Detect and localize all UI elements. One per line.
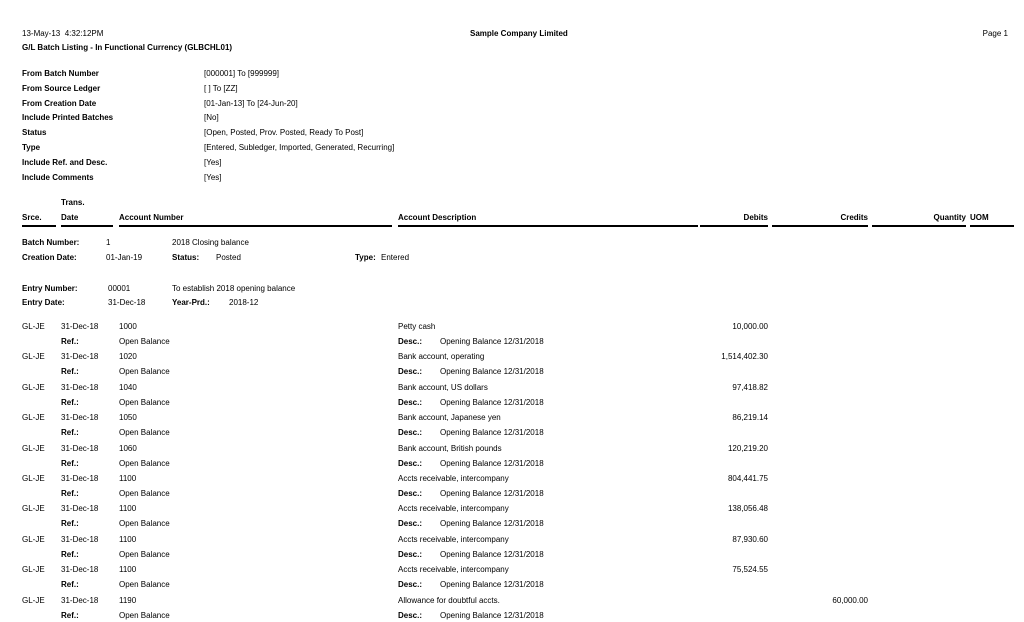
line-desc-value: Opening Balance 12/31/2018 [440, 337, 544, 346]
entry-number-label: Entry Number: [22, 284, 78, 293]
line-date: 31-Dec-18 [61, 474, 99, 483]
batch-status-value: Posted [216, 253, 241, 262]
line-description: Bank account, operating [398, 352, 485, 362]
line-account: 1040 [119, 382, 137, 392]
report-title: G/L Batch Listing - In Functional Currency (GLBCHL01) [22, 43, 233, 52]
line-date: 31-Dec-18 [61, 565, 99, 575]
col-quantity: Quantity [933, 213, 966, 222]
line-account: 1100 [119, 474, 137, 483]
header-underline-account [119, 225, 392, 227]
param-label: From Creation Date [22, 98, 97, 108]
line-srce: GL-JE [22, 413, 45, 423]
line-ref-value: Open Balance [119, 428, 170, 438]
company-name: Sample Company Limited [470, 29, 568, 38]
line-desc-label: Desc.: [398, 428, 423, 438]
param-label: From Source Ledger [22, 83, 101, 93]
line-account: 1050 [119, 413, 137, 423]
line-account: 1100 [119, 504, 137, 514]
line-desc-label: Desc.: [398, 519, 423, 529]
line-srce: GL-JE [22, 382, 45, 392]
line-account: 1100 [119, 565, 137, 575]
line-ref-value: Open Balance [119, 580, 170, 590]
col-uom: UOM [970, 213, 989, 222]
report-date-value: 13-May-13 [22, 29, 61, 38]
line-credit: 60,000.00 [832, 595, 868, 605]
line-debit: 120,219.20 [727, 443, 768, 453]
line-ref-label: Ref.: [61, 458, 79, 468]
param-value: [01-Jan-13] To [24-Jun-20] [204, 98, 298, 108]
line-ref-value: Open Balance [119, 610, 170, 620]
line-description: Accts receivable, intercompany [398, 504, 509, 514]
line-debit: 138,056.48 [727, 504, 768, 514]
line-desc-label: Desc.: [398, 549, 423, 559]
line-date: 31-Dec-18 [61, 382, 99, 392]
page-number: Page 1 [982, 29, 1008, 38]
line-debit: 10,000.00 [732, 322, 768, 331]
header-underline-description [398, 225, 698, 227]
line-srce: GL-JE [22, 504, 45, 514]
line-ref-label: Ref.: [61, 337, 79, 346]
line-description: Bank account, Japanese yen [398, 413, 501, 423]
line-date: 31-Dec-18 [61, 534, 99, 544]
line-srce: GL-JE [22, 443, 45, 453]
line-desc-value: Opening Balance 12/31/2018 [440, 489, 544, 498]
line-desc-label: Desc.: [398, 367, 423, 377]
line-ref-label: Ref.: [61, 610, 79, 620]
line-desc-value: Opening Balance 12/31/2018 [440, 519, 544, 529]
param-label: From Batch Number [22, 69, 99, 78]
batch-status-label: Status: [172, 253, 200, 262]
header-underline-date [61, 225, 113, 227]
line-srce: GL-JE [22, 595, 45, 605]
param-value: [Yes] [204, 172, 222, 182]
col-account-description: Account Description [398, 213, 477, 222]
param-label: Include Comments [22, 172, 94, 182]
line-debit: 1,514,402.30 [721, 352, 768, 362]
line-ref-label: Ref.: [61, 489, 79, 498]
line-debit: 86,219.14 [732, 413, 768, 423]
batch-description: 2018 Closing balance [172, 238, 249, 247]
line-account: 1020 [119, 352, 137, 362]
line-description: Accts receivable, intercompany [398, 534, 509, 544]
report-time-value: 4:32:12PM [64, 29, 104, 38]
line-debit: 804,441.75 [727, 474, 768, 483]
batch-type-value: Entered [381, 253, 410, 262]
line-desc-label: Desc.: [398, 580, 423, 590]
line-account: 1100 [119, 534, 137, 544]
line-description: Petty cash [398, 322, 436, 331]
line-ref-label: Ref.: [61, 428, 79, 438]
header-underline-quantity [872, 225, 966, 227]
line-ref-value: Open Balance [119, 458, 170, 468]
line-date: 31-Dec-18 [61, 443, 99, 453]
line-date: 31-Dec-18 [61, 413, 99, 423]
line-ref-value: Open Balance [119, 337, 170, 346]
line-desc-label: Desc.: [398, 610, 423, 620]
param-value: [000001] To [999999] [204, 69, 280, 78]
line-srce: GL-JE [22, 534, 45, 544]
year-period-label: Year-Prd.: [172, 298, 210, 307]
line-date: 31-Dec-18 [61, 595, 99, 605]
line-ref-label: Ref.: [61, 367, 79, 377]
col-credits: Credits [840, 213, 868, 222]
line-ref-label: Ref.: [61, 397, 79, 407]
header-underline-credits [772, 225, 868, 227]
line-account: 1060 [119, 443, 137, 453]
batch-type-label: Type: [355, 253, 376, 262]
line-ref-label: Ref.: [61, 519, 79, 529]
line-account: 1000 [119, 322, 137, 331]
param-label: Type [22, 143, 41, 152]
col-trans: Trans. [61, 198, 85, 207]
line-debit: 97,418.82 [732, 382, 768, 392]
col-account-number: Account Number [119, 213, 184, 222]
entry-description: To establish 2018 opening balance [172, 284, 296, 293]
line-date: 31-Dec-18 [61, 504, 99, 514]
line-ref-value: Open Balance [119, 489, 170, 498]
line-ref-value: Open Balance [119, 397, 170, 407]
header-underline-uom [970, 225, 1014, 227]
param-value: [ ] To [ZZ] [204, 83, 238, 93]
line-ref-value: Open Balance [119, 367, 170, 377]
line-date: 31-Dec-18 [61, 322, 99, 331]
param-value: [No] [204, 113, 219, 123]
param-label: Status [22, 128, 47, 138]
year-period-value: 2018-12 [229, 298, 259, 307]
param-value: [Yes] [204, 157, 222, 167]
report-date [22, 29, 103, 39]
header-underline-srce [22, 225, 56, 227]
line-ref-value: Open Balance [119, 549, 170, 559]
entry-date-value: 31-Dec-18 [108, 298, 146, 307]
line-desc-label: Desc.: [398, 397, 423, 407]
col-debits: Debits [743, 213, 768, 222]
line-date: 31-Dec-18 [61, 352, 99, 362]
entry-date-label: Entry Date: [22, 298, 65, 307]
line-debit: 75,524.55 [732, 565, 768, 575]
line-desc-label: Desc.: [398, 489, 423, 498]
line-srce: GL-JE [22, 474, 45, 483]
line-account: 1190 [119, 595, 137, 605]
line-desc-label: Desc.: [398, 337, 423, 346]
line-srce: GL-JE [22, 352, 45, 362]
line-description: Bank account, British pounds [398, 443, 502, 453]
line-description: Bank account, US dollars [398, 382, 488, 392]
line-desc-value: Opening Balance 12/31/2018 [440, 367, 544, 377]
entry-number-value: 00001 [108, 284, 131, 293]
line-desc-value: Opening Balance 12/31/2018 [440, 549, 544, 559]
line-desc-value: Opening Balance 12/31/2018 [440, 610, 544, 620]
creation-date-value: 01-Jan-19 [106, 253, 143, 262]
line-ref-label: Ref.: [61, 580, 79, 590]
line-srce: GL-JE [22, 565, 45, 575]
line-description: Accts receivable, intercompany [398, 474, 509, 483]
line-srce: GL-JE [22, 322, 45, 331]
line-description: Accts receivable, intercompany [398, 565, 509, 575]
col-date: Date [61, 213, 79, 222]
param-label: Include Printed Batches [22, 113, 114, 123]
line-debit: 87,930.60 [732, 534, 768, 544]
line-description: Allowance for doubtful accts. [398, 595, 500, 605]
batch-number-value: 1 [106, 238, 111, 247]
creation-date-label: Creation Date: [22, 253, 77, 262]
param-value: [Open, Posted, Prov. Posted, Ready To Post] [204, 128, 364, 138]
batch-number-label: Batch Number: [22, 238, 80, 247]
col-srce: Srce. [22, 213, 42, 222]
line-desc-label: Desc.: [398, 458, 423, 468]
line-desc-value: Opening Balance 12/31/2018 [440, 580, 544, 590]
header-underline-debits [700, 225, 768, 227]
line-desc-value: Opening Balance 12/31/2018 [440, 397, 544, 407]
line-ref-label: Ref.: [61, 549, 79, 559]
line-ref-value: Open Balance [119, 519, 170, 529]
line-desc-value: Opening Balance 12/31/2018 [440, 428, 544, 438]
line-desc-value: Opening Balance 12/31/2018 [440, 458, 544, 468]
param-value: [Entered, Subledger, Imported, Generated, Recurring] [204, 143, 395, 152]
param-label: Include Ref. and Desc. [22, 157, 108, 167]
